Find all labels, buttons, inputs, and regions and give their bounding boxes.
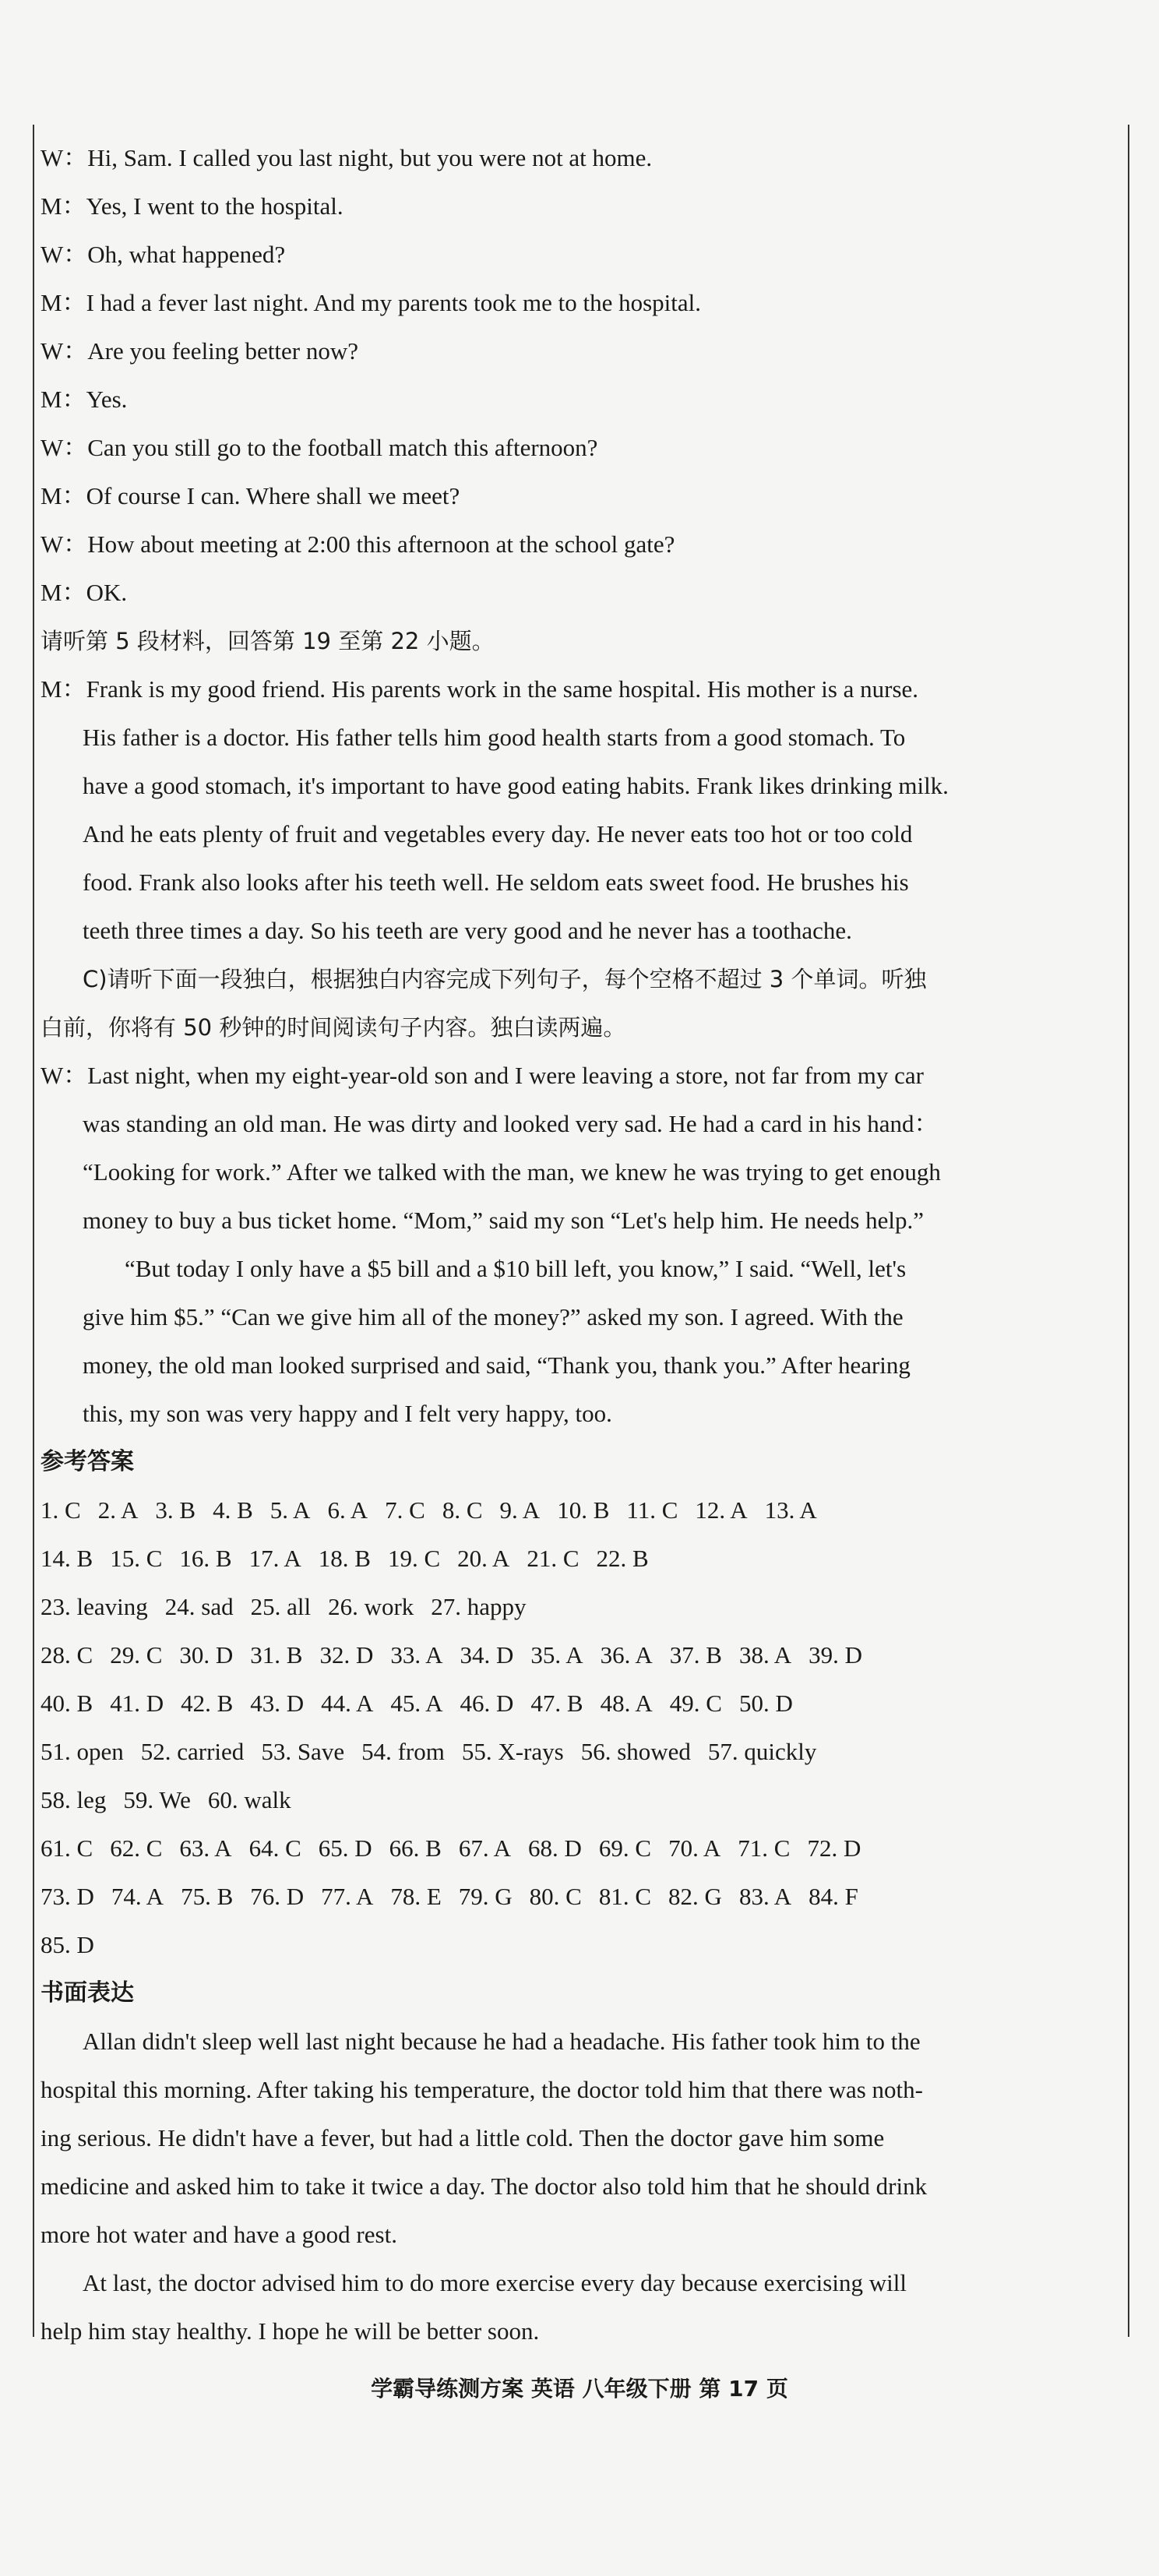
answer-item: 54. from — [361, 1738, 445, 1765]
answer-item: 85. D — [41, 1931, 94, 1958]
answer-item: 19. C — [387, 1545, 441, 1572]
answer-row — [41, 1921, 1125, 1969]
part-c-instruction — [41, 955, 1125, 1052]
writing-line: medicine and asked him to take it twice a day. The doctor also told him that he should drink — [41, 2173, 928, 2200]
section5-instruction: 请听第 5 段材料，回答第 19 至第 22 小题。 — [41, 628, 495, 654]
answer-item: 48. A — [600, 1690, 653, 1717]
monologue-line: this, my son was very happy and I felt very happy, too. — [83, 1400, 612, 1427]
monologue-store — [41, 1052, 1125, 1438]
answer-item: 71. C — [738, 1834, 791, 1862]
answers-heading: 参考答案 — [41, 1448, 134, 1475]
monologue-line: have a good stomach, it's important to have good eating habits. Frank likes drinking milk. — [83, 772, 949, 799]
answer-item: 9. A — [499, 1496, 541, 1524]
answer-item: 70. A — [668, 1834, 721, 1862]
writing-line: more hot water and have a good rest. — [41, 2221, 397, 2248]
answer-item: 78. E — [390, 1883, 442, 1910]
answer-item: 10. B — [557, 1496, 610, 1524]
answer-item: 13. A — [764, 1496, 817, 1524]
answer-item: 37. B — [669, 1641, 722, 1669]
answer-item: 25. all — [250, 1593, 312, 1620]
answer-item: 53. Save — [261, 1738, 345, 1765]
answer-item: 27. happy — [431, 1593, 527, 1620]
answer-item: 43. D — [250, 1690, 305, 1717]
answer-item: 49. C — [669, 1690, 722, 1717]
monologue-line: money, the old man looked surprised and said, “Thank you, thank you.” After hearing — [83, 1351, 911, 1379]
instruction-line: C)请听下面一段独白，根据独白内容完成下列句子，每个空格不超过 3 个单词。听独 — [83, 966, 927, 992]
answer-item: 4. B — [213, 1496, 253, 1524]
answer-row — [41, 1535, 1125, 1583]
dialogue-line: M：I had a fever last night. And my parents took me to the hospital. — [41, 289, 702, 316]
answer-item: 30. D — [179, 1641, 234, 1669]
monologue-line: W：Last night, when my eight-year-old son and I were leaving a store, not far from my car — [41, 1062, 924, 1089]
dialogue-line: M：Of course I can. Where shall we meet? — [41, 482, 460, 509]
answer-item: 60. walk — [207, 1786, 291, 1813]
answer-item: 59. We — [123, 1786, 191, 1813]
answer-item: 41. D — [110, 1690, 164, 1717]
answer-item: 42. B — [181, 1690, 234, 1717]
answer-item: 47. B — [530, 1690, 583, 1717]
answer-item: 26. work — [328, 1593, 414, 1620]
answer-item: 38. A — [738, 1641, 792, 1669]
dialogue-line: M：Yes. — [41, 386, 128, 413]
writing-line: ing serious. He didn't have a fever, but had a little cold. Then the doctor gave him some — [41, 2124, 885, 2151]
monologue-line: “But today I only have a $5 bill and a $10 bill left, you know,” I said. “Well, let's — [125, 1255, 907, 1282]
instruction-line: 白前，你将有 50 秒钟的时间阅读句子内容。独白读两遍。 — [41, 1014, 626, 1041]
monologue-line: was standing an old man. He was dirty and looked very sad. He had a card in his hand： — [83, 1110, 939, 1137]
answer-key — [41, 1486, 1125, 1969]
writing-heading: 书面表达 — [41, 1979, 134, 2007]
answer-item: 76. D — [250, 1883, 305, 1910]
dialogue-line: W：Can you still go to the football match this afternoon? — [41, 434, 598, 461]
monologue-line: And he eats plenty of fruit and vegetables every day. He never eats too hot or too cold — [83, 820, 913, 848]
page-content — [41, 134, 1125, 2356]
answer-row — [41, 1728, 1125, 1776]
answer-row — [41, 1486, 1125, 1535]
monologue-line: food. Frank also looks after his teeth well. He seldom eats sweet food. He brushes his — [83, 869, 909, 896]
writing-line: Allan didn't sleep well last night because he had a headache. His father took him to the — [83, 2028, 921, 2055]
dialogue — [41, 134, 1125, 617]
answer-item: 63. A — [179, 1834, 232, 1862]
writing-line: At last, the doctor advised him to do more exercise every day because exercising will — [83, 2269, 907, 2296]
writing-line: help him stay healthy. I hope he will be better soon. — [41, 2317, 540, 2345]
answer-item: 17. A — [248, 1545, 301, 1572]
monologue-line: money to buy a bus ticket home. “Mom,” said my son “Let's help him. He needs help.” — [83, 1207, 925, 1234]
answer-item: 14. B — [41, 1545, 93, 1572]
answer-item: 20. A — [457, 1545, 510, 1572]
answer-row — [41, 1776, 1125, 1824]
dialogue-line: M：Yes, I went to the hospital. — [41, 192, 343, 220]
answer-item: 73. D — [41, 1883, 94, 1910]
dialogue-line: M：OK. — [41, 579, 128, 606]
monologue-frank — [41, 665, 1125, 955]
answer-item: 77. A — [321, 1883, 374, 1910]
answer-item: 21. C — [527, 1545, 580, 1572]
answer-row — [41, 1824, 1125, 1873]
answer-item: 68. D — [528, 1834, 582, 1862]
answer-item: 84. F — [808, 1883, 858, 1910]
answer-item: 75. B — [181, 1883, 234, 1910]
answer-row — [41, 1873, 1125, 1921]
answer-item: 50. D — [738, 1690, 793, 1717]
answer-item: 35. A — [530, 1641, 583, 1669]
answer-item: 62. C — [110, 1834, 163, 1862]
answer-item: 72. D — [807, 1834, 861, 1862]
monologue-line: give him $5.” “Can we give him all of the money?” asked my son. I agreed. With the — [83, 1303, 904, 1330]
answer-item: 2. A — [97, 1496, 139, 1524]
answer-item: 66. B — [389, 1834, 442, 1862]
answer-item: 82. G — [668, 1883, 722, 1910]
answer-item: 32. D — [319, 1641, 374, 1669]
left-margin-rule — [33, 125, 34, 2337]
monologue-line: “Looking for work.” After we talked with the man, we knew he was trying to get enough — [83, 1158, 941, 1186]
answer-item: 64. C — [248, 1834, 301, 1862]
answer-item: 31. B — [250, 1641, 303, 1669]
page-footer: 学霸导练测方案 英语 八年级下册 第 17 页 — [371, 2376, 788, 2402]
answer-item: 56. showed — [580, 1738, 691, 1765]
answer-item: 28. C — [41, 1641, 93, 1669]
answer-item: 23. leaving — [41, 1593, 148, 1620]
answer-item: 29. C — [110, 1641, 163, 1669]
answer-item: 36. A — [600, 1641, 653, 1669]
answer-item: 80. C — [529, 1883, 582, 1910]
answer-row — [41, 1631, 1125, 1679]
answer-item: 24. sad — [164, 1593, 234, 1620]
dialogue-line: W：How about meeting at 2:00 this afternoon at the school gate? — [41, 530, 675, 558]
answer-item: 81. C — [598, 1883, 652, 1910]
answer-item: 12. A — [695, 1496, 748, 1524]
writing-sample — [41, 2017, 1125, 2356]
answer-item: 61. C — [41, 1834, 93, 1862]
monologue-line: teeth three times a day. So his teeth are very good and he never has a toothache. — [83, 917, 852, 944]
answer-item: 5. A — [269, 1496, 311, 1524]
answer-item: 11. C — [626, 1496, 678, 1524]
monologue-line: His father is a doctor. His father tells him good health starts from a good stomach. To — [83, 724, 906, 751]
answer-item: 57. quickly — [707, 1738, 817, 1765]
answer-item: 3. B — [155, 1496, 196, 1524]
answer-item: 58. leg — [41, 1786, 107, 1813]
answer-item: 79. G — [458, 1883, 513, 1910]
answer-item: 33. A — [390, 1641, 443, 1669]
answer-item: 15. C — [110, 1545, 163, 1572]
right-margin-rule — [1128, 125, 1129, 2337]
answer-item: 39. D — [808, 1641, 863, 1669]
writing-line: hospital this morning. After taking his temperature, the doctor told him that there was noth- — [41, 2076, 923, 2103]
answer-item: 74. A — [111, 1883, 164, 1910]
answer-item: 83. A — [738, 1883, 792, 1910]
answer-item: 65. D — [318, 1834, 372, 1862]
monologue-line: M：Frank is my good friend. His parents work in the same hospital. His mother is a nurse. — [41, 675, 919, 703]
answer-item: 55. X-rays — [461, 1738, 564, 1765]
answer-item: 45. A — [390, 1690, 443, 1717]
answer-item: 46. D — [460, 1690, 514, 1717]
answer-item: 7. C — [385, 1496, 425, 1524]
answer-item: 1. C — [41, 1496, 81, 1524]
answer-row — [41, 1679, 1125, 1728]
answer-item: 8. C — [442, 1496, 483, 1524]
dialogue-line: W：Oh, what happened? — [41, 241, 286, 268]
answer-item: 51. open — [41, 1738, 124, 1765]
answer-item: 69. C — [598, 1834, 652, 1862]
answer-item: 16. B — [179, 1545, 232, 1572]
dialogue-line: W：Are you feeling better now? — [41, 337, 359, 365]
answer-item: 67. A — [458, 1834, 512, 1862]
answer-item: 44. A — [321, 1690, 374, 1717]
answer-item: 22. B — [596, 1545, 649, 1572]
answer-item: 6. A — [327, 1496, 368, 1524]
answer-item: 40. B — [41, 1690, 93, 1717]
answer-item: 52. carried — [140, 1738, 245, 1765]
dialogue-line: W：Hi, Sam. I called you last night, but you were not at home. — [41, 144, 653, 171]
answer-row — [41, 1583, 1125, 1631]
answer-item: 34. D — [460, 1641, 514, 1669]
answer-item: 18. B — [318, 1545, 371, 1572]
